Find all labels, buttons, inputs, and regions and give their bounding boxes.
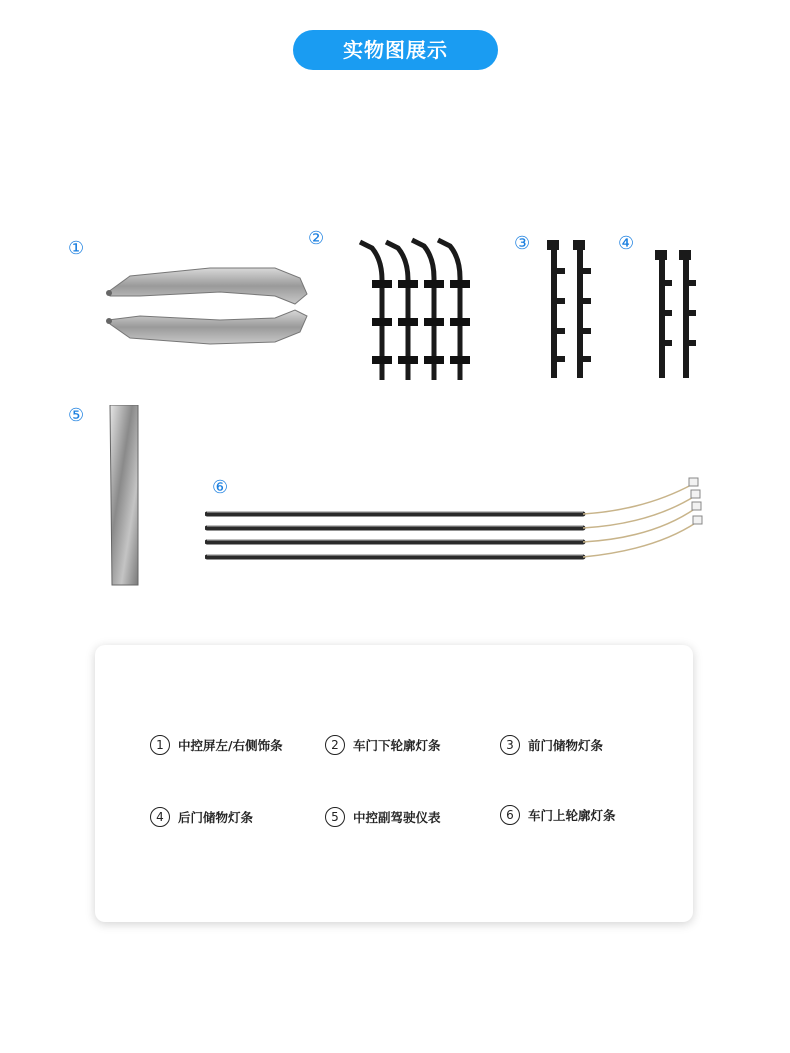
legend-number: 6 bbox=[500, 805, 520, 825]
product-image-front-door-storage-strip bbox=[545, 238, 595, 380]
product-number-1: ① bbox=[68, 238, 85, 259]
legend-item bbox=[500, 735, 603, 755]
product-image-passenger-dashboard bbox=[108, 405, 140, 587]
legend-card bbox=[95, 645, 693, 922]
legend-label: 车门下轮廓灯条 bbox=[353, 738, 441, 753]
legend-label: 前门储物灯条 bbox=[528, 738, 604, 753]
legend-number: 3 bbox=[500, 735, 520, 755]
legend-item bbox=[325, 807, 441, 827]
legend-label: 中控屏左/右侧饰条 bbox=[178, 738, 283, 753]
product-image-rear-door-storage-strip bbox=[653, 248, 698, 380]
legend-number: 4 bbox=[150, 807, 170, 827]
legend-label: 中控副驾驶仪表 bbox=[353, 810, 441, 825]
page-title: 实物图展示 bbox=[293, 30, 498, 70]
product-image-upper-door-strip bbox=[205, 470, 705, 565]
product-number-4: ④ bbox=[618, 233, 635, 254]
product-image-lower-door-strip bbox=[352, 230, 477, 385]
legend-number: 2 bbox=[325, 735, 345, 755]
legend-item bbox=[325, 735, 441, 755]
product-number-2: ② bbox=[308, 228, 325, 249]
product-number-6: ⑥ bbox=[212, 477, 229, 498]
product-number-5: ⑤ bbox=[68, 405, 85, 426]
legend-number: 1 bbox=[150, 735, 170, 755]
legend-label: 后门储物灯条 bbox=[178, 810, 254, 825]
product-image-center-screen-trim bbox=[100, 262, 315, 347]
legend-label: 车门上轮廓灯条 bbox=[528, 808, 616, 823]
legend-item bbox=[150, 807, 253, 827]
legend-number: 5 bbox=[325, 807, 345, 827]
legend-item bbox=[500, 805, 616, 825]
product-number-3: ③ bbox=[514, 233, 531, 254]
legend-item bbox=[150, 735, 283, 755]
